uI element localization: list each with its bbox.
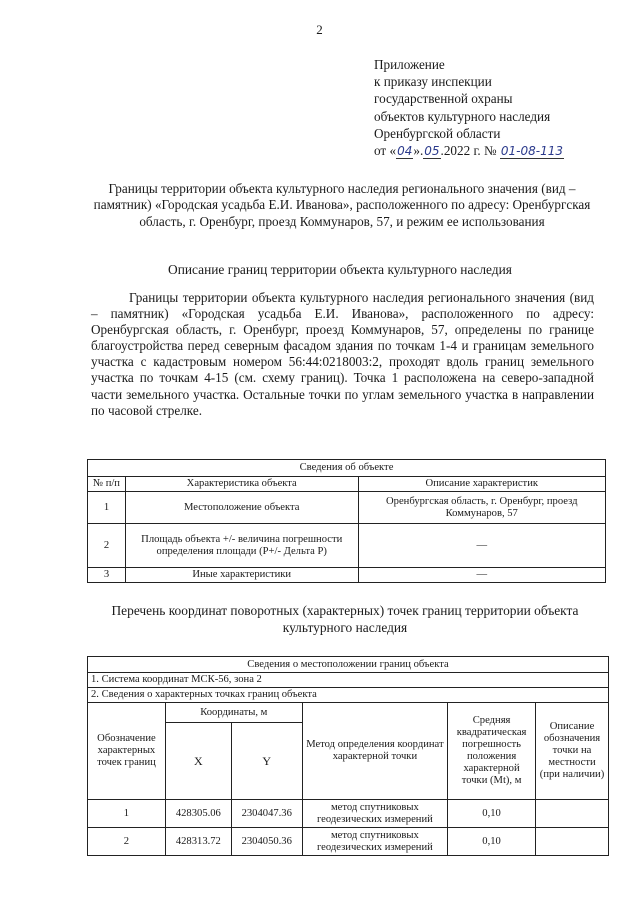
column-header: Средняя квадратическая погрешность положения характерной точки (Mt), м [448, 703, 536, 800]
table-cell: метод спутниковых геодезических измерений [302, 828, 447, 856]
coordinates-table [87, 656, 609, 856]
page-number: 2 [316, 22, 323, 37]
document-title: Границы территории объекта культурного наследия регионального значения (вид – памятник) «Городская усадьба Е.И. Иванова», расположенного по адресу: Оренбургская область, г. Оренбург, проезд Коммунаров, 57, и режим ее использования [93, 181, 591, 229]
table-cell: Местоположение объекта [125, 492, 358, 524]
appendix-date-line [374, 142, 634, 159]
table-caption: Сведения о местоположении границ объекта [88, 657, 609, 673]
table-cell: 1 [88, 492, 126, 524]
table-cell: — [358, 524, 606, 568]
table-cell [536, 828, 609, 856]
table-cell: 0,10 [448, 800, 536, 828]
table-row [88, 524, 606, 568]
table-cell: 3 [88, 568, 126, 583]
column-header: Описание характеристик [358, 477, 606, 492]
column-header: Y [231, 723, 302, 800]
table-cell: 2 [88, 828, 166, 856]
column-header: Характеристика объекта [125, 477, 358, 492]
date-year: .2022 г. № [440, 143, 497, 159]
table-cell: Оренбургская область, г. Оренбург, проезд Коммунаров, 57 [358, 492, 606, 524]
handwritten-order-number: 01-08-113 [500, 144, 564, 159]
appendix-line: Приложение [374, 57, 445, 72]
points-info-line: 2. Сведения о характерных точках границ объекта [88, 688, 609, 703]
date-prefix: от « [374, 143, 397, 159]
table-row [88, 800, 609, 828]
table-cell: Иные характеристики [125, 568, 358, 583]
table-caption: Сведения об объекте [88, 460, 606, 477]
table-cell: 2304047.36 [231, 800, 302, 828]
table-cell [536, 800, 609, 828]
appendix-line: к приказу инспекции [374, 74, 492, 90]
coordinates-title: Перечень координат поворотных (характерных) точек границ территории объекта культурного наследия [111, 603, 579, 635]
appendix-line: объектов культурного наследия [374, 108, 551, 124]
table-cell: — [358, 568, 606, 583]
section-subtitle: Описание границ территории объекта культурного наследия [168, 262, 512, 277]
column-header: № п/п [88, 477, 126, 492]
appendix-line: Оренбургской области [374, 125, 501, 141]
handwritten-day: 04 [397, 144, 413, 159]
appendix-line: государственной охраны [374, 91, 513, 107]
column-header: Координаты, м [165, 703, 302, 723]
description-paragraph: Границы территории объекта культурного наследия регионального значения (вид – памятник) «Городская усадьба Е.И. Иванова», расположенного по адресу: Оренбургская область, г. Оренбург, проезд Коммунаров, 57, определены по границе благоустройства перед северным фасадом здания по точкам 1-4 и границам земельного участка с кадастровым номером 56:44:0218003:2, проходят вдоль границ земельного участка по точкам 4-15 (см. схему границ). Точка 1 расположена на северо-западной части земельного участка. Остальные точки по углам земельного участка в направлении по часовой стрелке. [91, 290, 594, 418]
coordinate-system-line: 1. Система координат МСК-56, зона 2 [88, 673, 609, 688]
table-row [88, 492, 606, 524]
object-info-table [87, 459, 606, 583]
table-cell: 0,10 [448, 828, 536, 856]
handwritten-month: 05 [424, 144, 440, 159]
table-cell: 2304050.36 [231, 828, 302, 856]
column-header: Метод определения координат характерной точки [302, 703, 447, 800]
table-cell: 428305.06 [165, 800, 231, 828]
table-row [88, 828, 609, 856]
column-header: Описание обозначения точки на местности (при наличии) [536, 703, 609, 800]
table-row [88, 568, 606, 583]
column-header: X [165, 723, 231, 800]
appendix-block [374, 56, 634, 159]
column-header: Обозначение характерных точек границ [88, 703, 166, 800]
table-cell: метод спутниковых геодезических измерений [302, 800, 447, 828]
table-cell: Площадь объекта +/- величина погрешности определения площади (P+/- Дельта P) [125, 524, 358, 568]
table-cell: 428313.72 [165, 828, 231, 856]
table-cell: 2 [88, 524, 126, 568]
table-cell: 1 [88, 800, 166, 828]
date-mid: ». [413, 143, 424, 159]
